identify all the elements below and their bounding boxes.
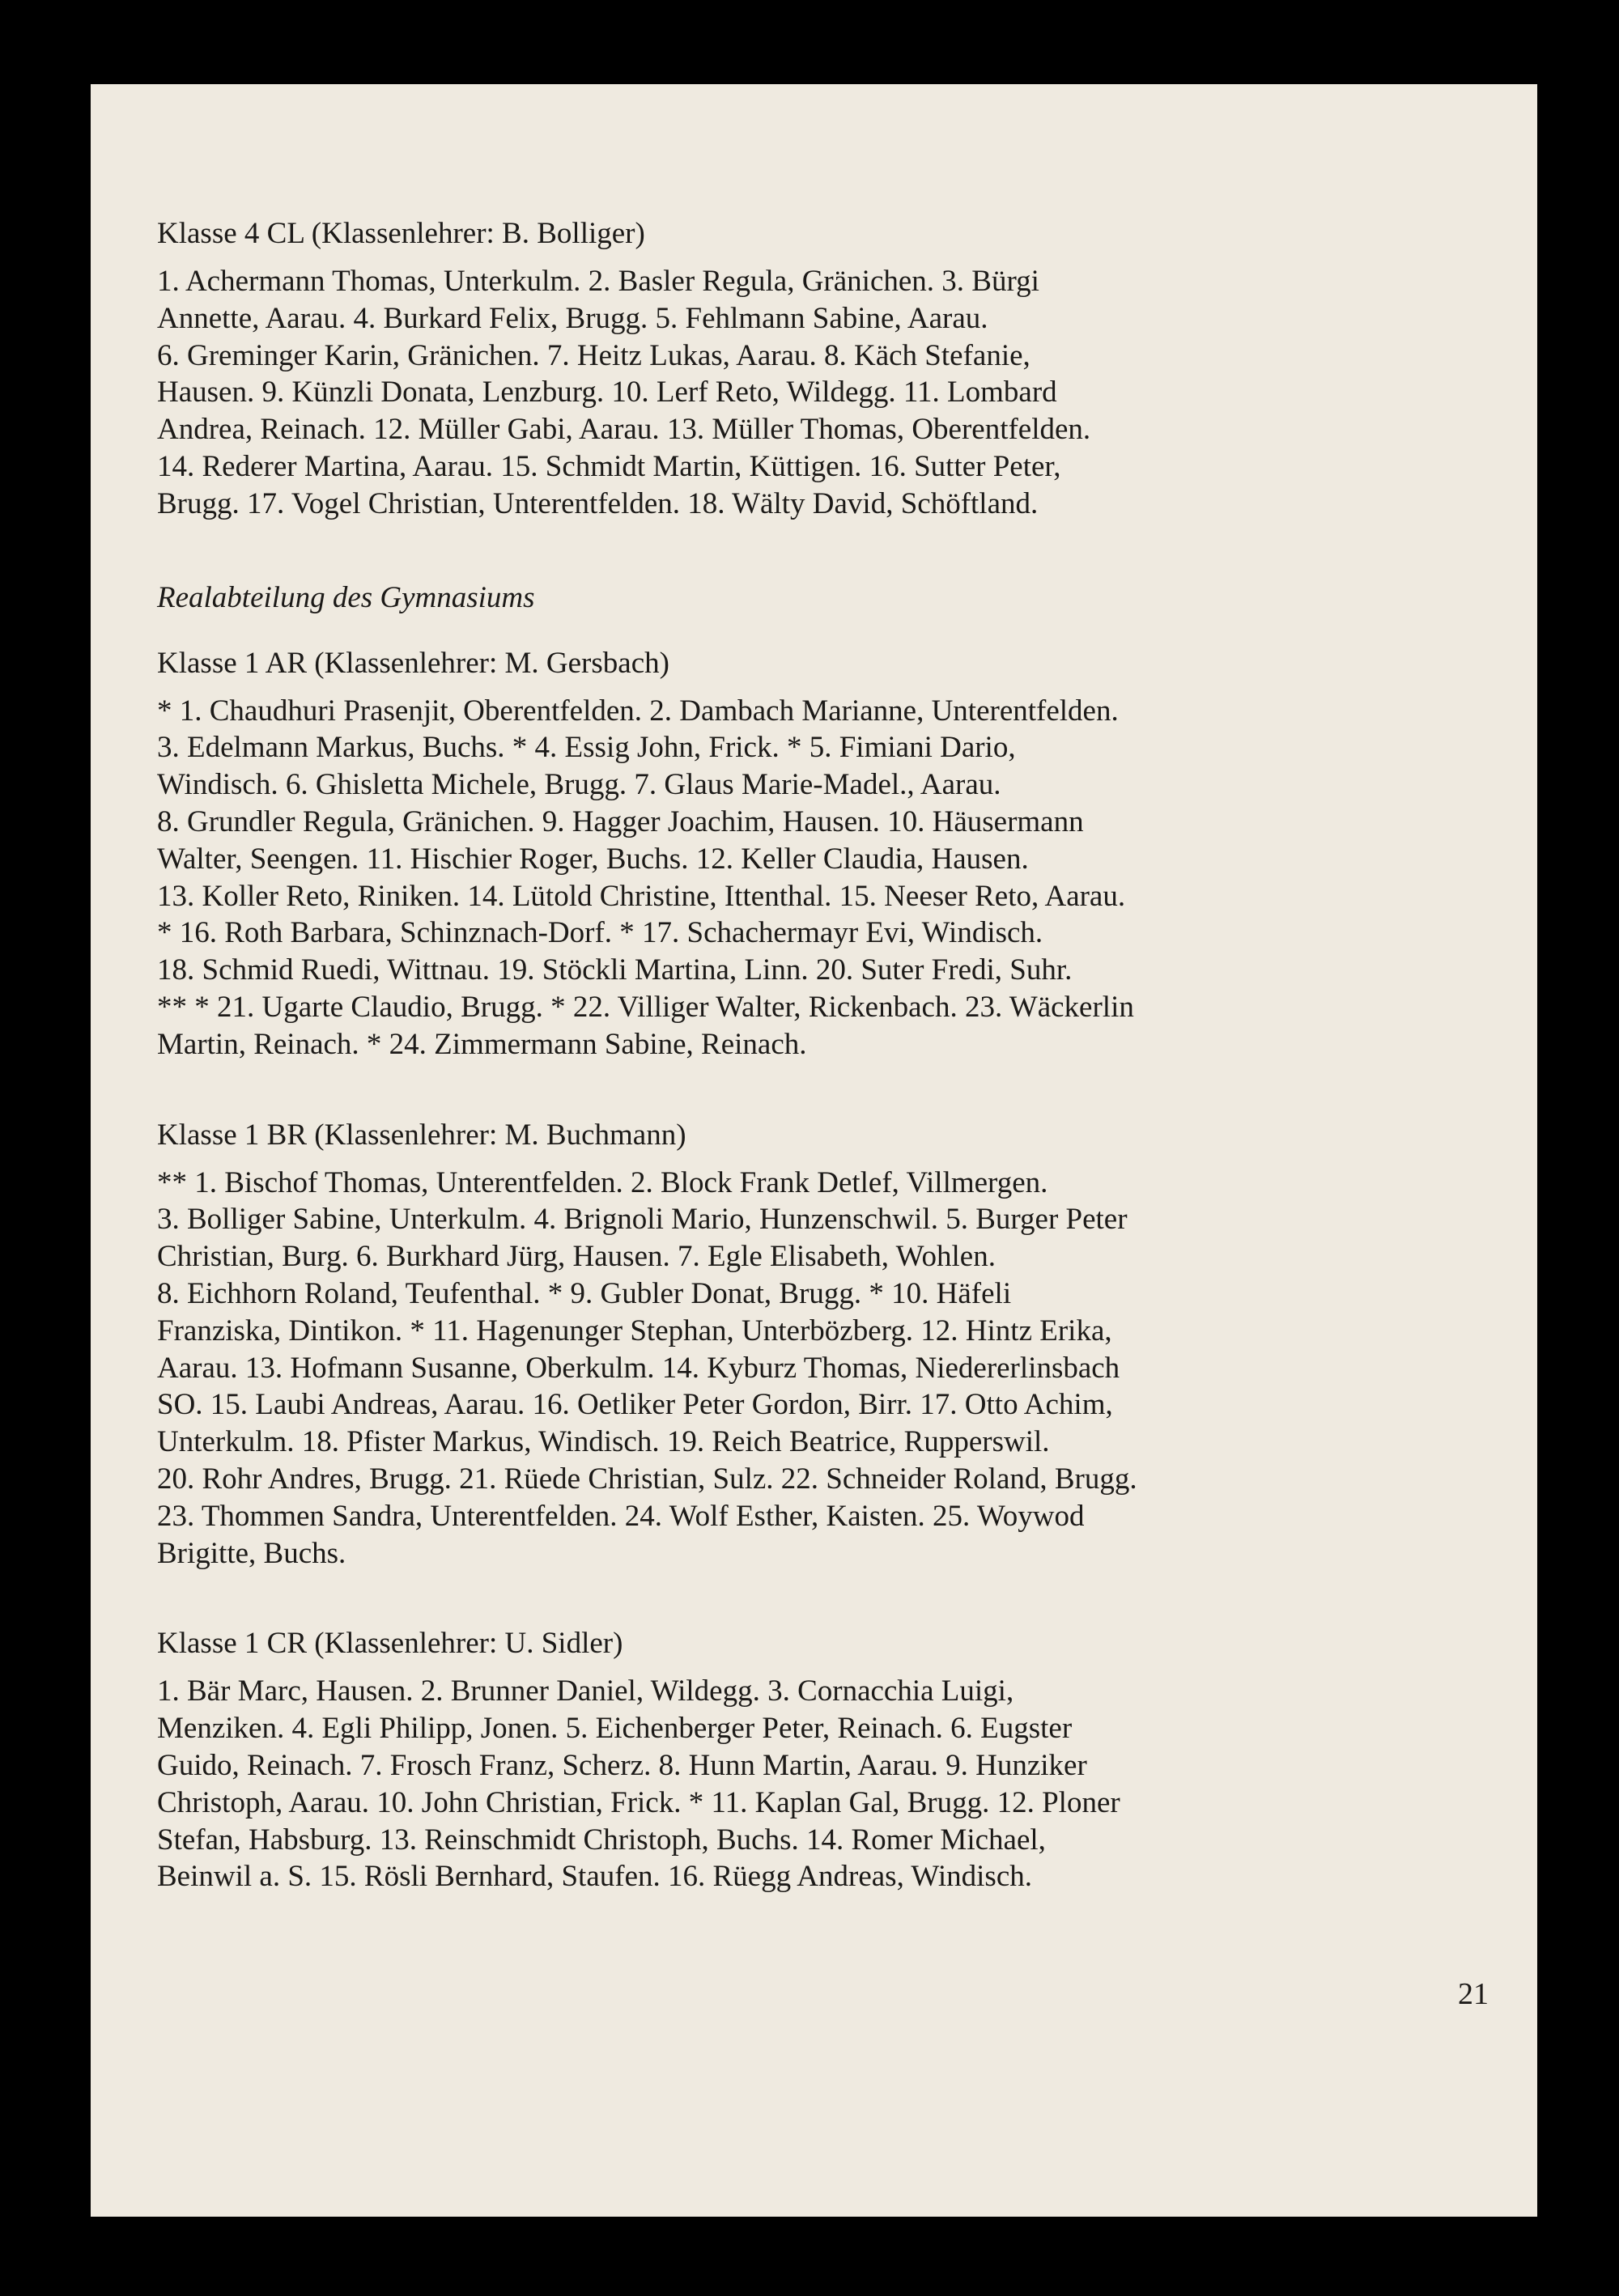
class-block-1br [157, 1117, 1420, 1572]
spacer [157, 1063, 1420, 1117]
class-block-1ar [157, 645, 1420, 1063]
class-block-1cr [157, 1625, 1420, 1895]
class-header-1ar: Klasse 1 AR (Klassenlehrer: M. Gersbach) [157, 646, 669, 680]
spacer [157, 1572, 1420, 1625]
student-list-1ar: * 1. Chaudhuri Prasenjit, Oberentfelden. 2. Dambach Marianne, Unterentfelden. 3. Edelmann Markus, Buchs. * 4. Essig John, Frick. * 5. Fimiani Dario, Windisch. 6. Ghisletta Michele, Brugg. 7. Glaus Marie-Madel., Aarau. 8. Grundler Regula, Gränichen. 9. Hagger Joachim, Hausen. 10. Häusermann Walter, Seengen. 11. Hischier Roger, Buchs. 12. Keller Claudia, Hausen. 13. Koller Reto, Riniken. 14. Lütold Christine, Ittenthal. 15. Neeser Reto, Aarau. * 16. Roth Barbara, Schinznach-Dorf. * 17. Schachermayr Evi, Windisch. 18. Schmid Ruedi, Wittnau. 19. Stöckli Martina, Linn. 20. Suter Fredi, Suhr. ** * 21. Ugarte Claudio, Brugg. * 22. Villiger Walter, Rickenbach. 23. Wäckerlin Martin, Reinach. * 24. Zimmermann Sabine, Reinach. [157, 694, 1134, 1061]
class-header-4cl: Klasse 4 CL (Klassenlehrer: B. Bolliger) [157, 217, 645, 250]
page-content [157, 215, 1420, 1895]
student-list-1cr: 1. Bär Marc, Hausen. 2. Brunner Daniel, Wildegg. 3. Cornacchia Luigi, Menziken. 4. Egli Philipp, Jonen. 5. Eichenberger Peter, Reinach. 6. Eugster Guido, Reinach. 7. Frosch Franz, Scherz. 8. Hunn Martin, Aarau. 9. Hunziker Christoph, Aarau. 10. John Christian, Frick. * 11. Kaplan Gal, Brugg. 12. Ploner Stefan, Habsburg. 13. Reinschmidt Christoph, Buchs. 14. Romer Michael, Beinwil a. S. 15. Rösli Bernhard, Staufen. 16. Rüegg Andreas, Windisch. [157, 1674, 1120, 1894]
class-block-4cl [157, 215, 1420, 523]
student-list-1br: ** 1. Bischof Thomas, Unterentfelden. 2. Block Frank Detlef, Villmergen. 3. Bolliger Sabine, Unterkulm. 4. Brignoli Mario, Hunzenschwil. 5. Burger Peter Christian, Burg. 6. Burkhard Jürg, Hausen. 7. Egle Elisabeth, Wohlen. 8. Eichhorn Roland, Teufenthal. * 9. Gubler Donat, Brugg. * 10. Häfeli Franziska, Dintikon. * 11. Hagenunger Stephan, Unterbözberg. 12. Hintz Erika, Aarau. 13. Hofmann Susanne, Oberkulm. 14. Kyburz Thomas, Niedererlinsbach SO. 15. Laubi Andreas, Aarau. 16. Oetliker Peter Gordon, Birr. 17. Otto Achim, Unterkulm. 18. Pfister Markus, Windisch. 19. Reich Beatrice, Rupperswil. 20. Rohr Andres, Brugg. 21. Rüede Christian, Sulz. 22. Schneider Roland, Brugg. 23. Thommen Sandra, Unterentfelden. 24. Wolf Esther, Kaisten. 25. Woywod Brigitte, Buchs. [157, 1165, 1137, 1570]
document-page [91, 84, 1537, 2217]
class-header-1br: Klasse 1 BR (Klassenlehrer: M. Buchmann) [157, 1118, 686, 1152]
spacer [157, 523, 1420, 579]
section-title: Realabteilung des Gymnasiums [157, 580, 535, 614]
class-header-1cr: Klasse 1 CR (Klassenlehrer: U. Sidler) [157, 1627, 623, 1661]
page-number: 21 [1458, 1977, 1489, 2011]
student-list-4cl: 1. Achermann Thomas, Unterkulm. 2. Basler Regula, Gränichen. 3. Bürgi Annette, Aarau. 4. Burkard Felix, Brugg. 5. Fehlmann Sabine, Aarau. 6. Greminger Karin, Gränichen. 7. Heitz Lukas, Aarau. 8. Käch Stefanie, Hausen. 9. Künzli Donata, Lenzburg. 10. Lerf Reto, Wildegg. 11. Lombard Andrea, Reinach. 12. Müller Gabi, Aarau. 13. Müller Thomas, Oberentfelden. 14. Rederer Martina, Aarau. 15. Schmidt Martin, Küttigen. 16. Sutter Peter, Brugg. 17. Vogel Christian, Unterentfelden. 18. Wälty David, Schöftland. [157, 265, 1091, 520]
